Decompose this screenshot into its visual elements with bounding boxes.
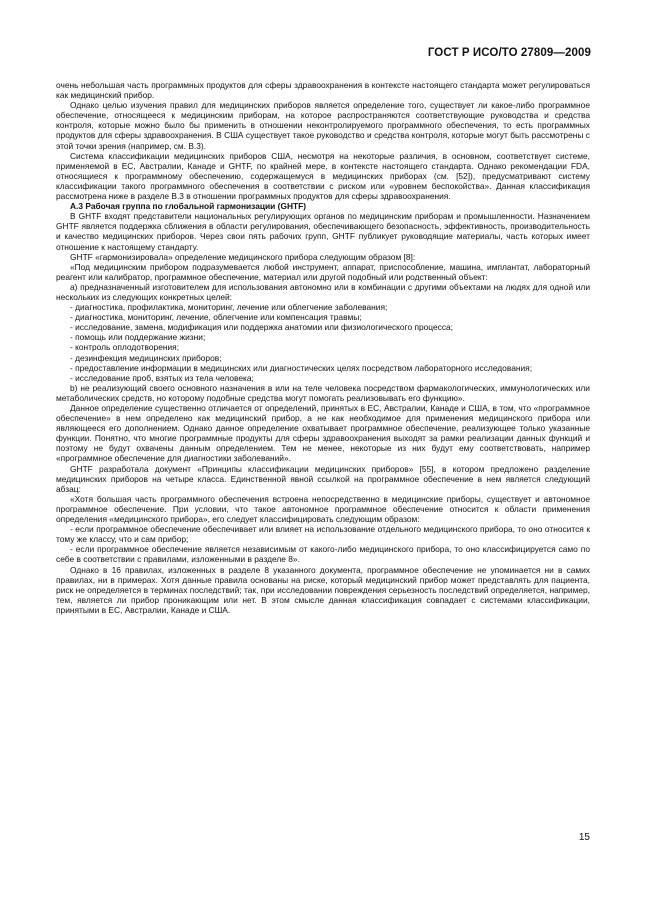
list-item: а) предназначенный изготовителем для использования автономно или в комбинации с другими объектами на людях для одной или нескольких из следующих конкретных целей: (56, 281, 590, 302)
page-number: 15 (578, 832, 590, 843)
list-item: - помощь или поддержание жизни; (70, 332, 206, 343)
list-item: - если программное обеспечение обеспечивает или влияет на использование отдельного медицинского прибора, то оно относится к тому же классу, что и сам прибор; (56, 524, 590, 545)
paragraph: GHTF «гармонизировала» определение медицинского прибора следующим образом [8]: (70, 251, 416, 262)
paragraph: Однако целью изучения правил для медицинских приборов является определение того, существует ли какое-либо программное обеспечение, относящееся к медицинским приборам, на которое распространяются соответствующие руководства и средства контроля, которые можно было бы применить в отношении неконтролируемого программного обеспечения, то есть программных продуктов для сферы здравоохранения. В США существует такое руководство и средства контроля, которые могут быть рассмотрены с этой точки зрения (например, см. В.3). (56, 100, 590, 151)
paragraph: Система классификации медицинских приборов США, несмотря на некоторые различия, в основном, соответствует системе, применяемой в ЕС, Австралии, Канаде и GHTF, по крайней мере, в контексте настоящего стандарта. Однако рекомендации FDA, относящиеся к программному обеспечению, содержащемуся в медицинских приборах (см. [52]), предусматривают систему классификации такого программного обеспечения в соответствии с риском или «уровнем беспокойства». Данная классификация рассмотрена ниже в разделе В.3 в отношении программных продуктов для сферы здравоохранения. (56, 150, 590, 202)
paragraph: GHTF разработала документ «Принципы классификации медицинских приборов» [55], в котором предложено разделение медицинских приборов на четыре класса. Единственной явной ссылкой на программное обеспечение в нем является следующий абзац: (56, 463, 590, 494)
list-item: - диагностика, мониторинг, лечение, облегчение или компенсация травмы; (70, 312, 362, 323)
paragraph: Однако в 16 правилах, изложенных в разделе 8 указанного документа, программное обеспечение не упоминается ни в самих правилах, ни в примерах. Хотя данные правила основаны на риске, который медицинский прибор может представлять для пациента, риск не определяется в терминах последствий; так, при исследовании повреждения серьезность последствий определяется, например, тем, является ли прибор проникающим или нет. В этом смысле данная классификация совпадает с системами классификации, принятыми в ЕС, Австралии, Канаде и США. (56, 564, 590, 615)
list-item: - предоставление информации в медицинских или диагностических целях посредством лабораторного исследования; (70, 362, 533, 373)
list-item: - диагностика, профилактика, мониторинг, лечение или облегчение заболевания; (70, 302, 388, 313)
paragraph: «Под медицинским прибором подразумевается любой инструмент, аппарат, приспособление, машина, имплантат, лабораторный реагент или калибратор, программное обеспечение, материал или другой подобный или родственный объект: (56, 261, 590, 282)
paragraph: Данное определение существенно отличается от определений, принятых в ЕС, Австралии, Канаде и США, в том, что «программное обеспечение» в нем определено как медицинский прибор, а не как необходимое для применения медицинского прибора или являющееся его дополнением. Однако данное определение охватывает программное обеспечение, реализующее только указанные функции. Понятно, что многие программные продукты для сферы здравоохранения выходят за рамки реализации данных функций и поэтому не будут охвачены данным определением. Тем не менее, некоторые из них будут ему соответствовать, например «программное обеспечение для диагностики заболеваний». (56, 403, 590, 464)
list-item: - дезинфекция медицинских приборов; (70, 352, 222, 363)
list-item: - если программное обеспечение является независимым от какого-либо медицинского прибора, то оно классифицируется само по себе в соответствии с правилами, изложенными в разделе 8». (56, 544, 590, 565)
document-body (56, 80, 590, 615)
list-item: - исследование, замена, модификация или поддержка анатомии или физиологического процесса; (70, 322, 454, 333)
paragraph: «Хотя большая часть программного обеспечения встроена непосредственно в медицинские приборы, существует и автономное программное обеспечение. При условии, что такое автономное программное обеспечение относится к области применения определения «медицинского прибора», его следует классифицировать следующим образом: (56, 493, 590, 525)
paragraph: очень небольшая часть программных продуктов для сферы здравоохранения в контексте настоящего стандарта может регулироваться как медицинский прибор. (56, 80, 590, 101)
list-item: b) не реализующий своего основного назначения в или на теле человека посредством фармакологических, иммунологических или метаболических средств, но которому подобные средства могут помогать реализовывать его функцию». (56, 382, 590, 403)
document-header: ГОСТ Р ИСО/ТО 27809—2009 (427, 47, 591, 59)
list-item: - контроль оплодотворения; (70, 342, 180, 353)
section-heading: А.3 Рабочая группа по глобальной гармонизации (GHTF) (70, 201, 307, 212)
paragraph: В GHTF входят представители национальных регулирующих органов по медицинским приборам и промышленности. Назначением GHTF является поддержка сближения в области регулирования, обеспечивающего безопасность, эффективность, производительность и качество медицинских приборов. Через свои пять рабочих групп, GHTF публикует руководящие материалы, часть которых имеет отношение к настоящему стандарту. (56, 211, 590, 252)
list-item: - исследование проб, взятых из тела человека; (70, 372, 254, 383)
